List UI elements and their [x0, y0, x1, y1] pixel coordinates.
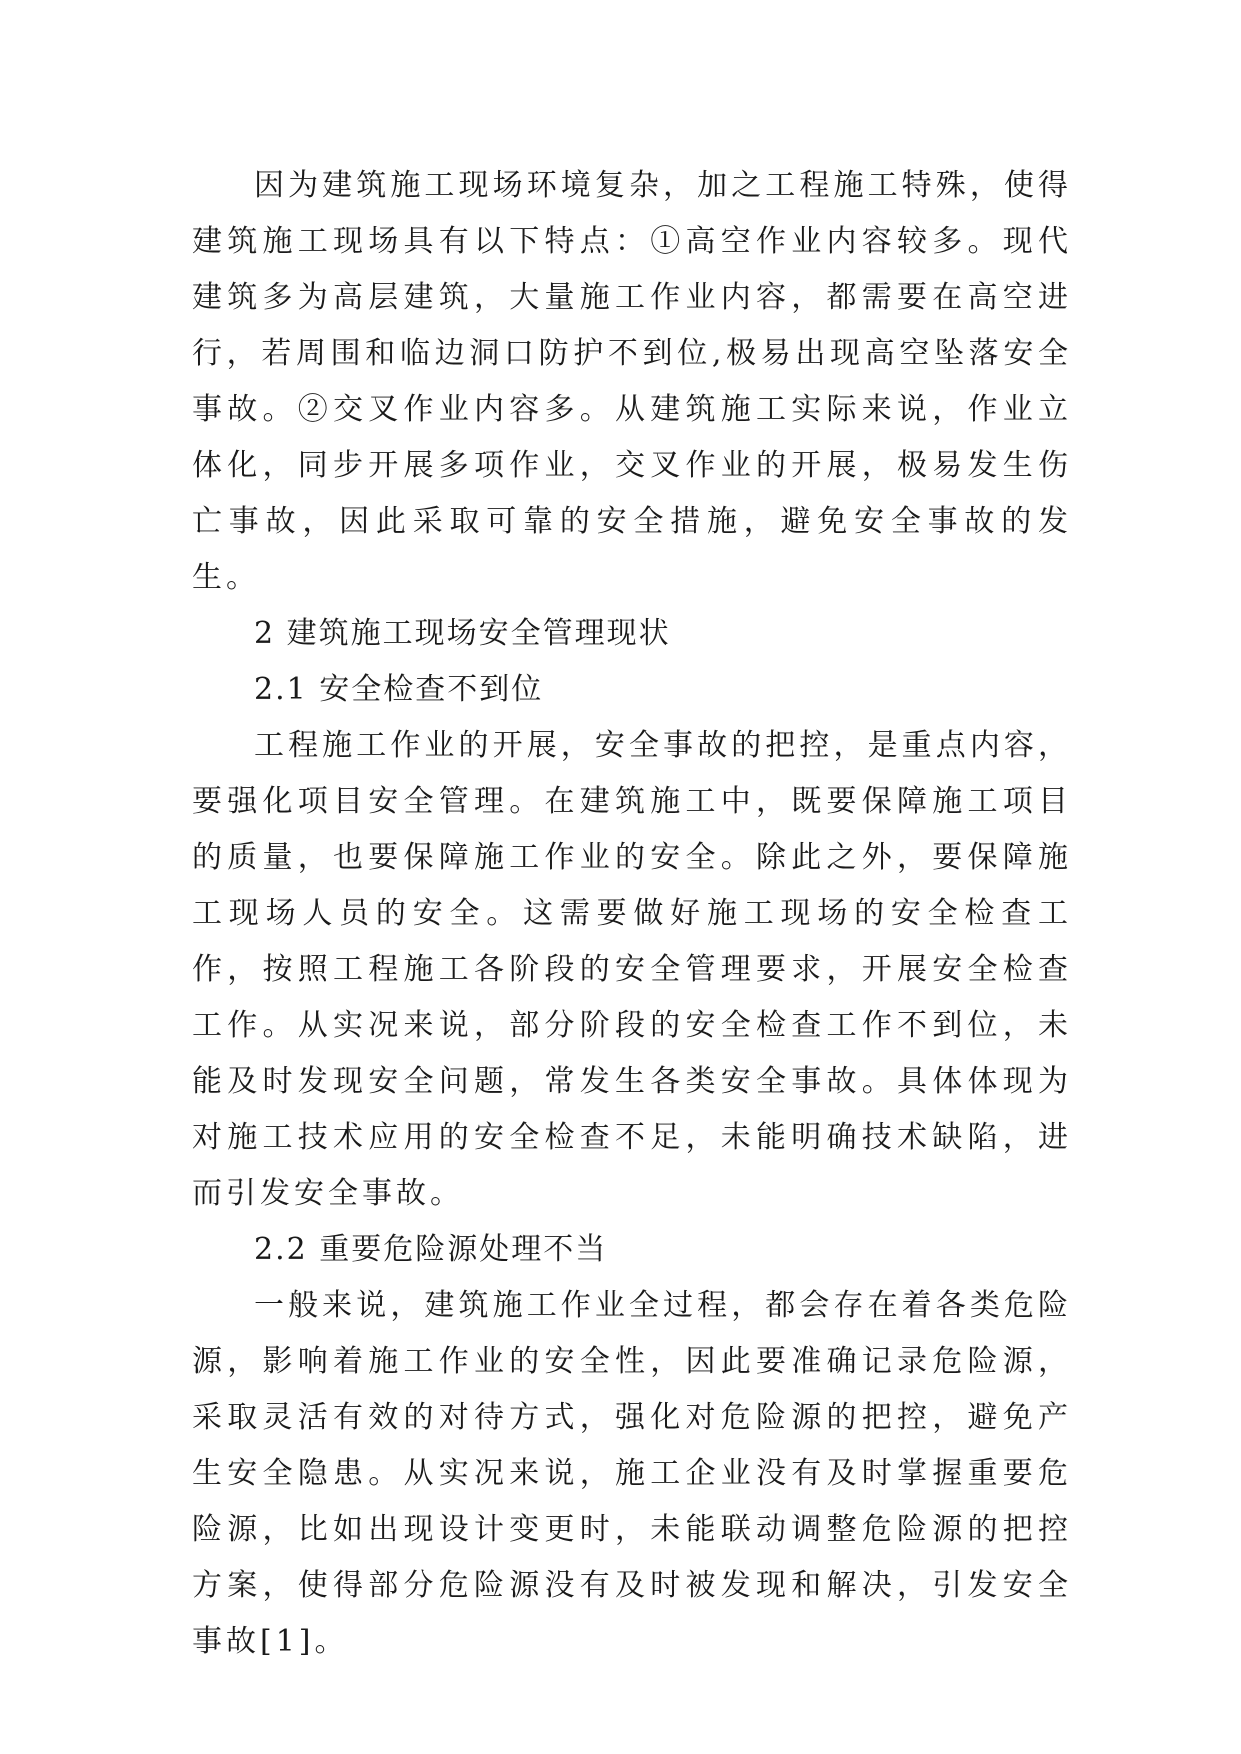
intro-paragraph: 因为建筑施工现场环境复杂，加之工程施工特殊，使得建筑施工现场具有以下特点：①高空作业内容较多。现代建筑多为高层建筑，大量施工作业内容，都需要在高空进行，若周围和临边洞口防护不到位,极易出现高空坠落安全事故。②交叉作业内容多。从建筑施工实际来说，作业立体化，同步开展多项作业，交叉作业的开展，极易发生伤亡事故，因此采取可靠的安全措施，避免安全事故的发生。 — [192, 168, 1072, 595]
safety-inspection-paragraph: 工程施工作业的开展，安全事故的把控，是重点内容，要强化项目安全管理。在建筑施工中，既要保障施工项目的质量，也要保障施工作业的安全。除此之外，要保障施工现场人员的安全。这需要做好施工现场的安全检查工作，按照工程施工各阶段的安全管理要求，开展安全检查工作。从实况来说，部分阶段的安全检查工作不到位，未能及时发现安全问题，常发生各类安全事故。具体体现为对施工技术应用的安全检查不足，未能明确技术缺陷，进而引发安全事故。 — [192, 728, 1072, 1211]
document-body — [192, 158, 1072, 1670]
section-heading: 2 建筑施工现场安全管理现状 — [254, 616, 671, 651]
hazard-source-paragraph: 一般来说，建筑施工作业全过程，都会存在着各类危险源，影响着施工作业的安全性，因此要准确记录危险源，采取灵活有效的对待方式，强化对危险源的把控，避免产生安全隐患。从实况来说，施工企业没有及时掌握重要危险源，比如出现设计变更时，未能联动调整危险源的把控方案，使得部分危险源没有及时被发现和解决，引发安全事故[1]。 — [192, 1288, 1072, 1659]
subsection-heading-2-2: 2.2 重要危险源处理不当 — [254, 1232, 608, 1267]
subsection-heading-2-1: 2.1 安全检查不到位 — [254, 672, 544, 707]
